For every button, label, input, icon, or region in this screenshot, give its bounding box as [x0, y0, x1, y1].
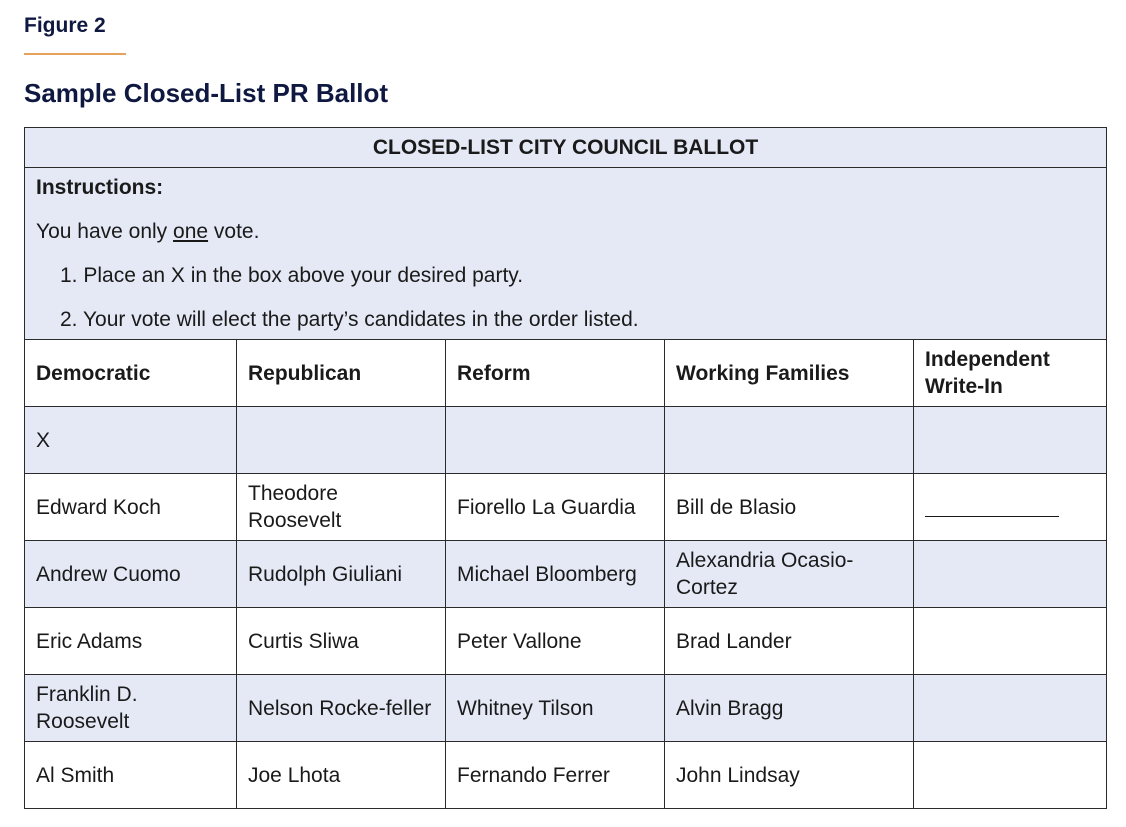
candidate-cell: Alvin Bragg	[665, 675, 914, 742]
candidate-cell: Fiorello La Guardia	[446, 474, 665, 541]
candidate-cell	[914, 742, 1107, 809]
candidate-cell	[914, 608, 1107, 675]
instruction-step-1: 1. Place an X in the box above your desired party.	[60, 264, 524, 287]
candidate-cell: Eric Adams	[25, 608, 237, 675]
party-header: Democratic	[25, 340, 237, 407]
candidate-cell: Al Smith	[25, 742, 237, 809]
vote-line-emphasis: one	[173, 220, 209, 243]
instruction-step-2: 2. Your vote will elect the party’s candidates in the order listed.	[60, 308, 639, 331]
candidate-cell: Peter Vallone	[446, 608, 665, 675]
vote-line-after: vote.	[208, 220, 260, 243]
vote-mark-box[interactable]	[446, 407, 665, 474]
candidate-cell: Brad Lander	[665, 608, 914, 675]
candidate-cell: Rudolph Giuliani	[237, 541, 446, 608]
vote-mark-box[interactable]	[665, 407, 914, 474]
candidate-cell: Andrew Cuomo	[25, 541, 237, 608]
party-header: Republican	[237, 340, 446, 407]
vote-line-before: You have only	[36, 220, 174, 243]
candidate-cell: Edward Koch	[25, 474, 237, 541]
write-in-cell[interactable]	[914, 474, 1107, 541]
vote-mark-box[interactable]	[914, 407, 1107, 474]
candidate-cell: Alexandria Ocasio-Cortez	[665, 541, 914, 608]
candidate-cell: Theodore Roosevelt	[237, 474, 446, 541]
candidate-cell	[914, 675, 1107, 742]
candidate-cell: Nelson Rocke-feller	[237, 675, 446, 742]
candidate-cell: Bill de Blasio	[665, 474, 914, 541]
vote-mark-box[interactable]	[237, 407, 446, 474]
party-header: Working Families	[665, 340, 914, 407]
vote-count-line	[36, 218, 1095, 245]
candidate-cell: Michael Bloomberg	[446, 541, 665, 608]
figure-label-underline	[24, 53, 126, 55]
party-header: Reform	[446, 340, 665, 407]
figure-label: Figure 2	[24, 14, 106, 37]
candidate-cell: Curtis Sliwa	[237, 608, 446, 675]
instructions-heading: Instructions:	[36, 176, 164, 199]
ballot-table	[24, 127, 1107, 809]
vote-mark-box[interactable]: X	[25, 407, 237, 474]
candidate-cell: Franklin D. Roosevelt	[25, 675, 237, 742]
figure-title: Sample Closed-List PR Ballot	[24, 78, 389, 108]
candidate-cell	[914, 541, 1107, 608]
instructions-block	[25, 168, 1107, 340]
candidate-cell: Whitney Tilson	[446, 675, 665, 742]
candidate-cell: Fernando Ferrer	[446, 742, 665, 809]
candidate-cell: Joe Lhota	[237, 742, 446, 809]
party-header: Independent Write-In	[914, 340, 1107, 407]
candidate-cell: John Lindsay	[665, 742, 914, 809]
write-in-line[interactable]	[925, 498, 1059, 517]
ballot-title: CLOSED-LIST CITY COUNCIL BALLOT	[25, 128, 1107, 168]
